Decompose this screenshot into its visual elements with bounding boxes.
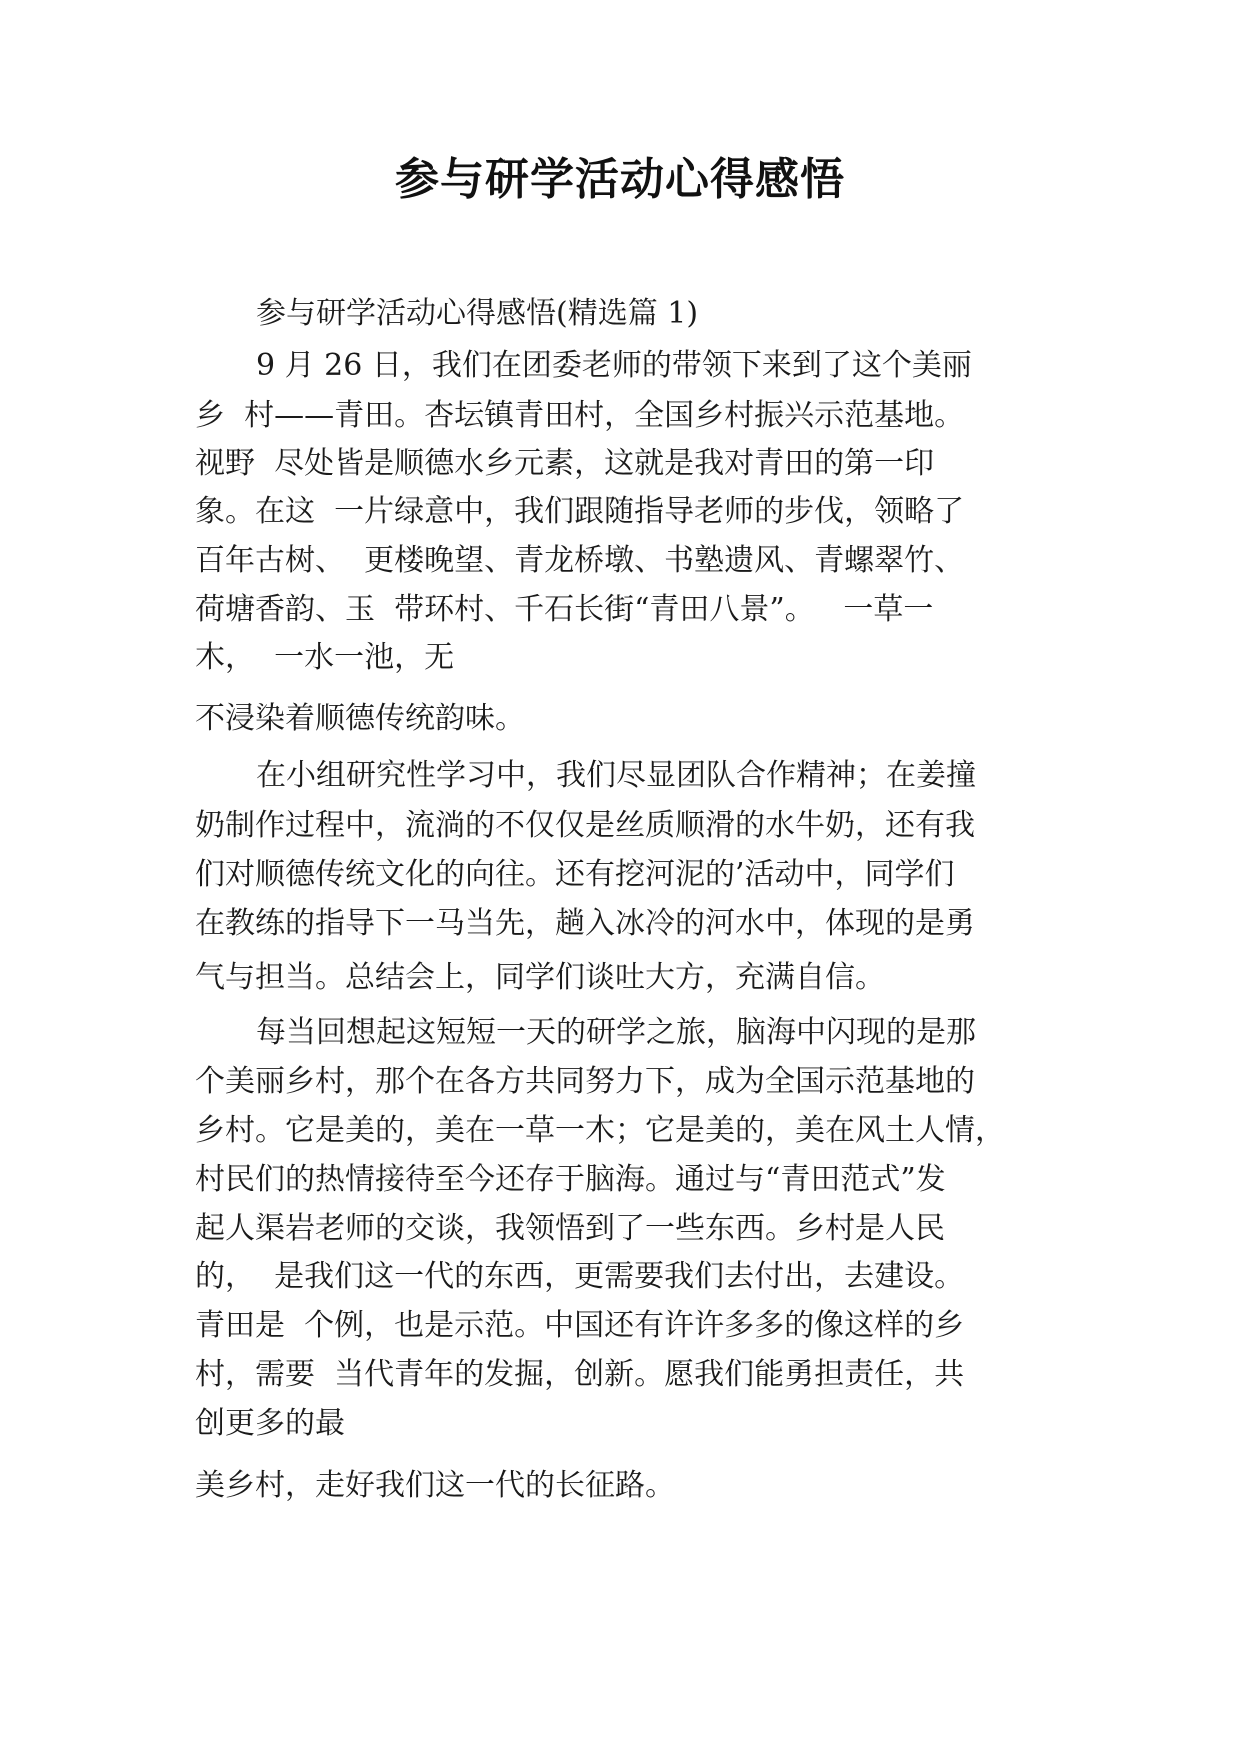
paragraph-1-line: 木， 一水一池，无 bbox=[195, 640, 455, 675]
paragraph-1-line: 百年古树、 更楼晚望、青龙桥墩、书塾遗风、青螺翠竹、 bbox=[195, 543, 965, 578]
paragraph-1-line: 乡 村——青田。杏坛镇青田村，全国乡村振兴示范基地。 bbox=[195, 398, 965, 433]
paragraph-3-line: 村，需要 当代青年的发掘，创新。愿我们能勇担责任，共 bbox=[195, 1357, 965, 1392]
paragraph-1-line: 不浸染着顺德传统韵味。 bbox=[195, 701, 525, 736]
paragraph-1-line: 视野 尽处皆是顺德水乡元素，这就是我对青田的第一印 bbox=[195, 446, 935, 481]
paragraph-1-line: 荷塘香韵、玉 带环村、千石长街“青田八景”。 一草一 bbox=[195, 592, 934, 627]
paragraph-3-line: 创更多的最 bbox=[195, 1406, 345, 1441]
paragraph-3-line: 起人渠岩老师的交谈，我领悟到了一些东西。乡村是人民 bbox=[195, 1211, 945, 1246]
paragraph-3-line: 村民们的热情接待至今还存于脑海。通过与“青田范式”发 bbox=[195, 1162, 946, 1197]
paragraph-3-line: 的， 是我们这一代的东西，更需要我们去付出，去建设。 bbox=[195, 1259, 965, 1294]
paragraph-2-line: 们对顺德传统文化的向往。还有挖河泥的’活动中，同学们 bbox=[195, 857, 955, 892]
paragraph-1-line: 9 月 26 日，我们在团委老师的带领下来到了这个美丽 bbox=[256, 348, 972, 383]
paragraph-1-line: 象。在这 一片绿意中，我们跟随指导老师的步伐，领略了 bbox=[195, 494, 965, 529]
paragraph-3-line: 每当回想起这短短一天的研学之旅，脑海中闪现的是那 bbox=[256, 1015, 976, 1050]
paragraph-2-line: 气与担当。总结会上，同学们谈吐大方，充满自信。 bbox=[195, 960, 885, 995]
paragraph-3-line: 乡村。它是美的，美在一草一木；它是美的，美在风土人情， bbox=[195, 1113, 1005, 1148]
paragraph-2-line: 在小组研究性学习中，我们尽显团队合作精神；在姜撞 bbox=[256, 758, 976, 793]
document-title: 参与研学活动心得感悟 bbox=[395, 154, 845, 205]
paragraph-2-line: 在教练的指导下一马当先，趟入冰冷的河水中，体现的是勇 bbox=[195, 906, 975, 941]
paragraph-3-line: 美乡村，走好我们这一代的长征路。 bbox=[195, 1468, 675, 1503]
section-heading: 参与研学活动心得感悟(精选篇 1) bbox=[256, 296, 699, 331]
paragraph-3-line: 个美丽乡村，那个在各方共同努力下，成为全国示范基地的 bbox=[195, 1064, 975, 1099]
paragraph-3-line: 青田是 个例，也是示范。中国还有许许多多的像这样的乡 bbox=[195, 1308, 965, 1343]
paragraph-2-line: 奶制作过程中，流淌的不仅仅是丝质顺滑的水牛奶，还有我 bbox=[195, 808, 975, 843]
